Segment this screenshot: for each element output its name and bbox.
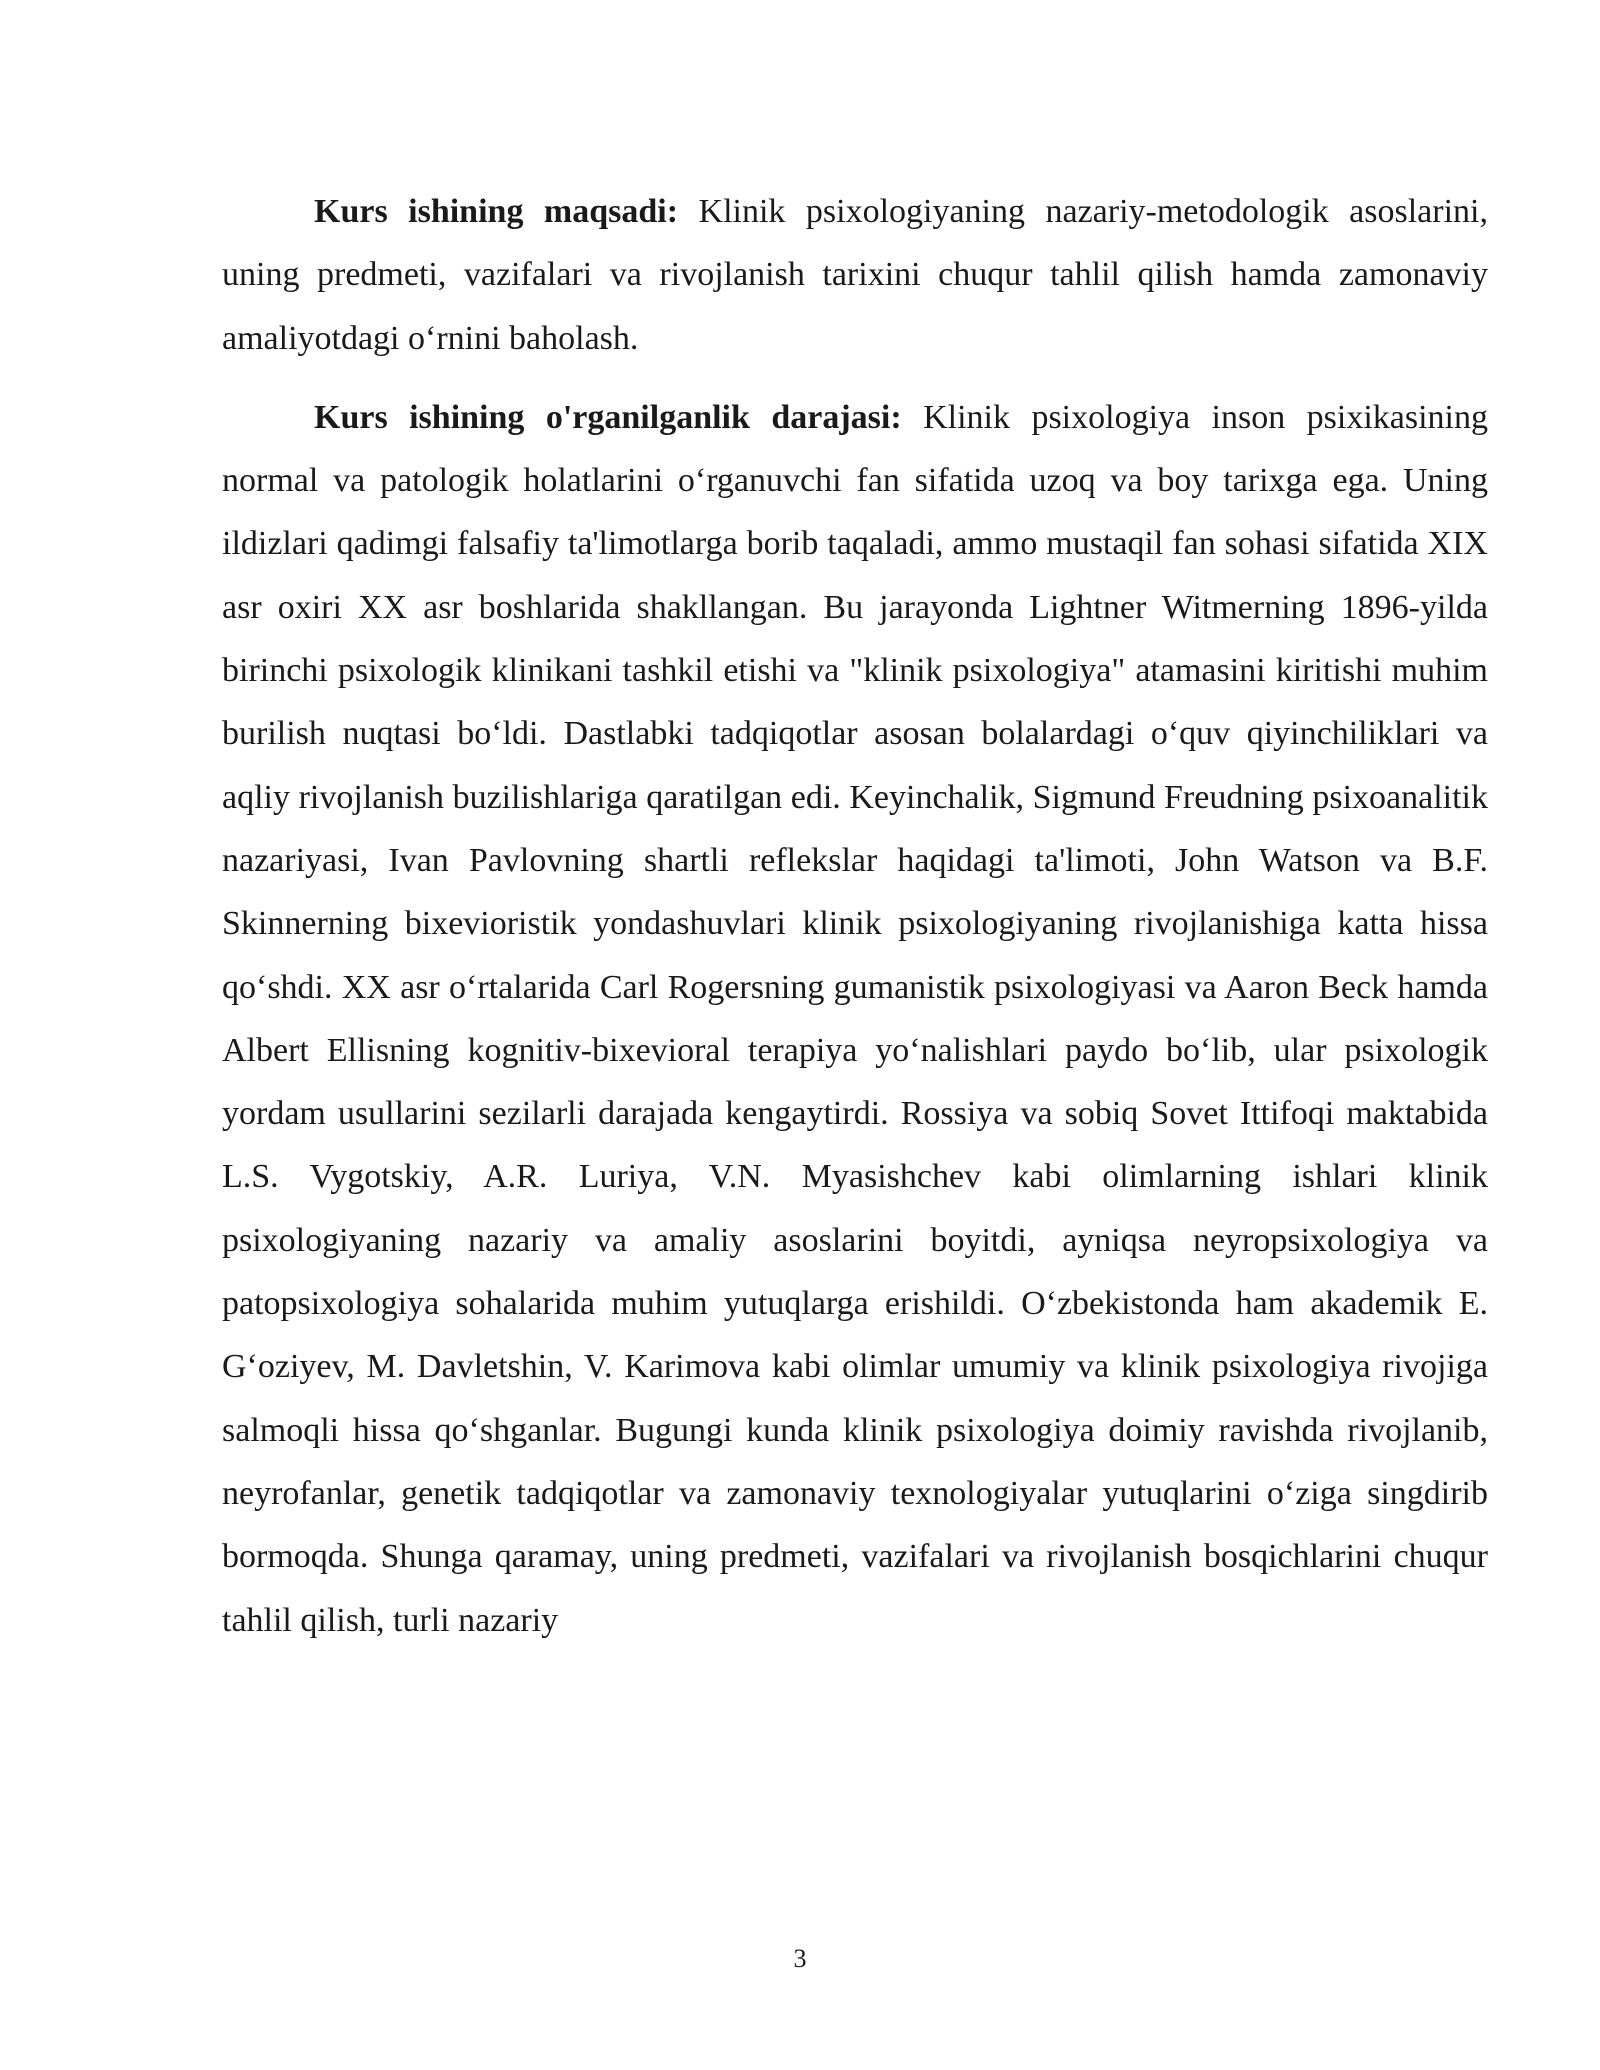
- paragraph-text-goal: Klinik psixologiyaning nazariy-metodologik asoslarini, uning predmeti, vazifalari va rivojlanish tarixini chuqur tahlil qilish hamda zamonaviy amaliyotdagi o‘rnini baholash.: [222, 193, 1488, 357]
- paragraph-text-study-level: Klinik psixologiya inson psixikasining normal va patologik holatlarini o‘rganuvchi fan sifatida uzoq va boy tarixga ega. Uning ildizlari qadimgi falsafiy ta'limotlarga borib taqaladi, ammo mustaqil fan sohasi sifatida XIX asr oxiri XX asr boshlarida shakllangan. Bu jarayonda Lightner Witmerning 1896-yilda birinchi psixologik klinikani tashkil etishi va "klinik psixologiya" atamasini kiritishi muhim burilish nuqtasi bo‘ldi. Dastlabki tadqiqotlar asosan bolalardagi o‘quv qiyinchiliklari va aqliy rivojlanish buzilishlariga qaratilgan edi. Keyinchalik, Sigmund Freudning psixoanalitik nazariyasi, Ivan Pavlovning shartli reflekslar haqidagi ta'limoti, John Watson va B.F. Skinnerning bixevioristik yondashuvlari klinik psixologiyaning rivojlanishiga katta hissa qo‘shdi. XX asr o‘rtalarida Carl Rogersning gumanistik psixologiyasi va Aaron Beck hamda Albert Ellisning kognitiv-bixevioral terapiya yo‘nalishlari paydo bo‘lib, ular psixologik yordam usullarini sezilarli darajada kengaytirdi. Rossiya va sobiq Sovet Ittifoqi maktabida L.S. Vygotskiy, A.R. Luriya, V.N. Myasishchev kabi olimlarning ishlari klinik psixologiyaning nazariy va amaliy asoslarini boyitdi, ayniqsa neyropsixologiya va patopsixologiya sohalarida muhim yutuqlarga erishildi. O‘zbekistonda ham akademik E. G‘oziyev, M. Davletshin, V. Karimova kabi olimlar umumiy va klinik psixologiya rivojiga salmoqli hissa qo‘shganlar. Bugungi kunda klinik psixologiya doimiy ravishda rivojlanib, neyrofanlar, genetik tadqiqotlar va zamonaviy texnologiyalar yutuqlarini o‘ziga singdirib bormoqda. Shunga qaramay, uning predmeti, vazifalari va rivojlanish bosqichlarini chuqur tahlil qilish, turli nazariy: [222, 398, 1488, 1639]
- page-number: 3: [793, 1944, 807, 1973]
- paragraph-goal: [222, 180, 1488, 370]
- paragraph-study-level: [222, 386, 1488, 1652]
- paragraph-heading-study-level: Kurs ishining o'rganilganlik darajasi:: [314, 398, 902, 436]
- page-body: [222, 180, 1488, 1652]
- paragraph-heading-goal: Kurs ishining maqsadi:: [314, 193, 679, 230]
